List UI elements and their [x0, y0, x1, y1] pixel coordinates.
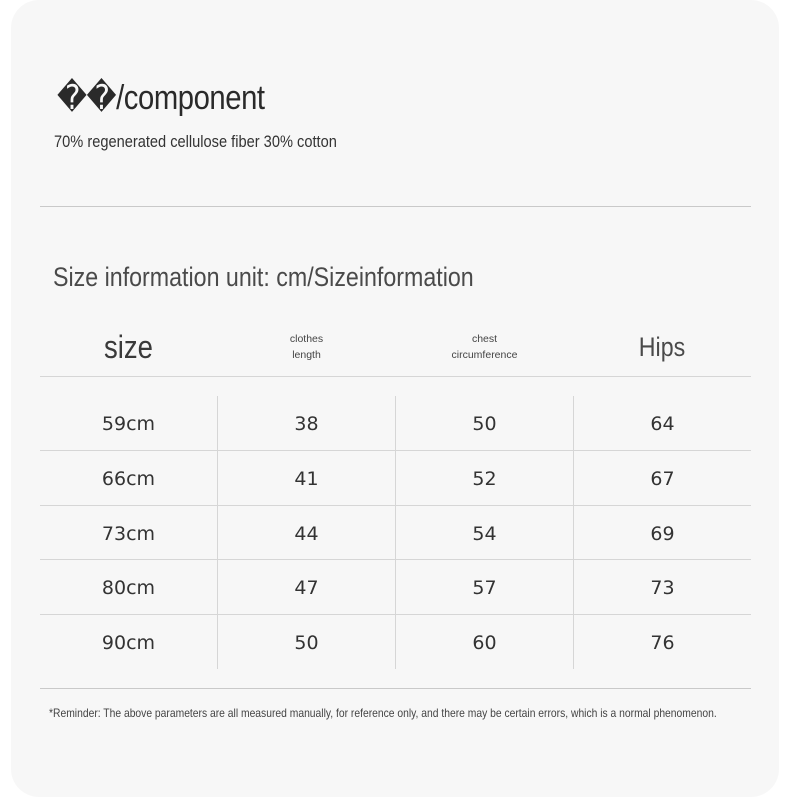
chest-cell: 52	[472, 468, 497, 490]
header-chest-circumference: chest circumference	[451, 333, 518, 361]
table-row	[40, 452, 751, 506]
table-bottom-divider	[40, 688, 751, 689]
hips-cell: 69	[650, 523, 675, 545]
header-divider	[40, 376, 751, 377]
chest-cell: 50	[472, 413, 497, 435]
reminder-note: *Reminder: The above parameters are all measured manually, for reference only, and there may be certain errors, which is a normal phenomenon.	[49, 706, 717, 720]
size-cell: 80cm	[101, 577, 156, 599]
table-row	[40, 507, 751, 561]
component-text: 70% regenerated cellulose fiber 30% cotton	[54, 132, 337, 151]
size-info-heading: Size information unit: cm/Sizeinformation	[53, 262, 474, 292]
size-cell: 73cm	[101, 523, 156, 545]
length-cell: 41	[294, 468, 319, 490]
size-cell: 59cm	[101, 413, 156, 435]
length-cell: 47	[294, 577, 319, 599]
header-hips: Hips	[639, 331, 686, 362]
row-divider	[40, 505, 751, 506]
hips-cell: 67	[650, 468, 675, 490]
header-size: size	[104, 328, 153, 365]
row-divider	[40, 450, 751, 451]
length-cell: 50	[294, 632, 319, 654]
row-divider	[40, 614, 751, 615]
component-title: ��/component	[57, 79, 265, 117]
size-cell: 90cm	[101, 632, 156, 654]
section-divider	[40, 206, 751, 207]
size-cell: 66cm	[101, 468, 156, 490]
table-row	[40, 616, 751, 670]
table-row	[40, 397, 751, 451]
chest-cell: 60	[472, 632, 497, 654]
hips-cell: 76	[650, 632, 675, 654]
hips-cell: 73	[650, 577, 675, 599]
header-clothes-length: clothes length	[289, 333, 324, 361]
table-row	[40, 561, 751, 615]
chest-cell: 54	[472, 523, 497, 545]
hips-cell: 64	[650, 413, 675, 435]
length-cell: 38	[294, 413, 319, 435]
chest-cell: 57	[472, 577, 497, 599]
row-divider	[40, 559, 751, 560]
length-cell: 44	[294, 523, 319, 545]
